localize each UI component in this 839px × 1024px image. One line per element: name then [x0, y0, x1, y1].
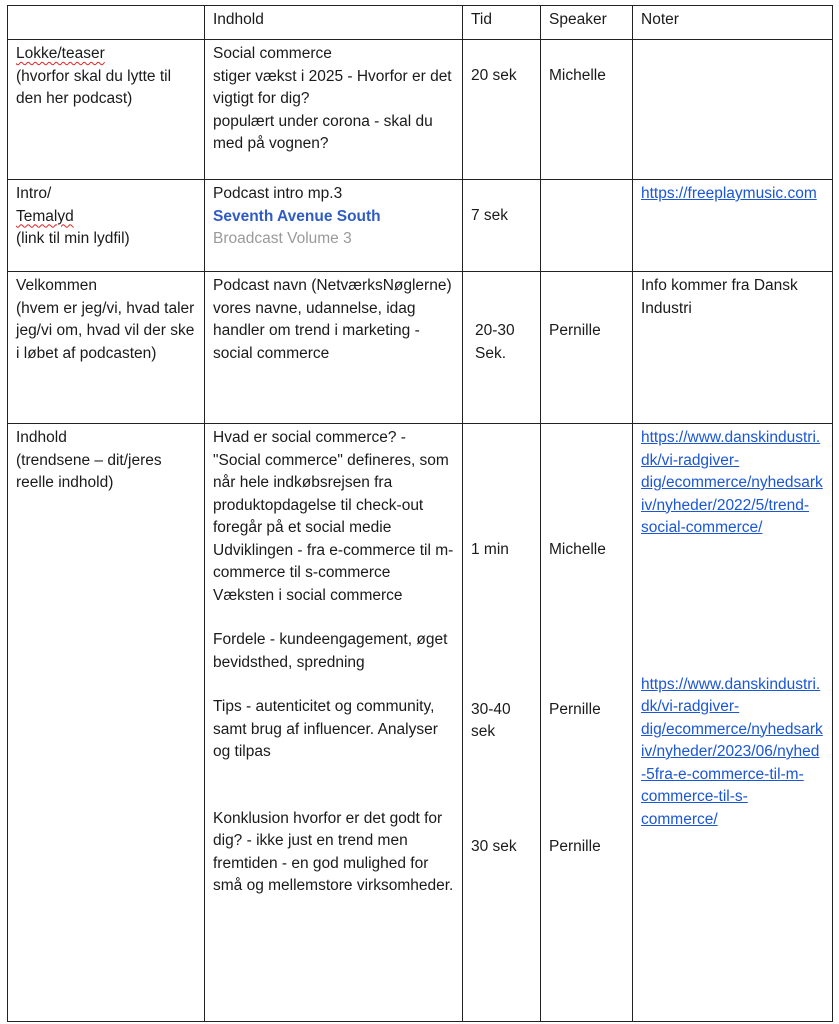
- content-block: Udviklingen - fra e-commerce til m-commerce til s-commerce: [213, 541, 454, 581]
- content-cell: [205, 424, 463, 1022]
- notes-text: Info kommer fra Dansk Industri: [641, 277, 798, 317]
- notes-cell: [633, 180, 833, 272]
- section-title: Indhold: [16, 429, 67, 446]
- table-row-intro: [8, 180, 833, 272]
- section-cell: [8, 40, 205, 180]
- table-row-main-content: [8, 424, 833, 1022]
- table-row-welcome: [8, 272, 833, 424]
- section-description: (link til min lydfil): [16, 230, 130, 247]
- content-block: Væksten i social commerce: [213, 586, 403, 604]
- music-track-title: Seventh Avenue South: [213, 207, 381, 225]
- speaker-value: Pernille: [549, 838, 601, 855]
- header-cell-empty: [8, 6, 205, 40]
- header-cell-time: Tid: [463, 6, 541, 40]
- notes-cell: [633, 424, 833, 1022]
- time-value: 30-40 sek: [471, 700, 511, 740]
- content-cell: [205, 40, 463, 180]
- content-line: Podcast intro mp.3: [213, 185, 343, 202]
- header-row: [8, 6, 833, 40]
- content-line: populært under corona - skal du med på vognen?: [213, 112, 433, 152]
- content-block: Hvad er social commerce? - "Social commerce" defineres, som når hele indkøbsrejsen fra produktopdagelse til check-out foregår på et social medie: [213, 429, 449, 536]
- section-title: Intro/: [16, 185, 52, 202]
- time-cell: [463, 180, 541, 272]
- time-cell: [463, 40, 541, 180]
- section-description: (hvorfor skal du lytte til den her podcast): [16, 67, 172, 107]
- time-value: 20 sek: [471, 67, 517, 84]
- time-cell: [463, 424, 541, 1022]
- speaker-value: Michelle: [549, 67, 606, 84]
- speaker-cell: [541, 40, 633, 180]
- time-cell: [463, 272, 541, 424]
- time-value: 1 min: [471, 541, 509, 558]
- section-title: Velkommen: [16, 277, 97, 294]
- time-value: 30 sek: [471, 837, 517, 855]
- content-line: Social commerce: [213, 45, 332, 62]
- podcast-plan-table: [7, 5, 833, 1022]
- header-cell-speaker: Speaker: [541, 6, 633, 40]
- content-cell: [205, 180, 463, 272]
- content-line: Podcast navn (NetværksNøglerne) vores navne, udannelse, idag handler om trend i marketing - social commerce: [213, 277, 452, 362]
- content-line: stiger vækst i 2025 - Hvorfor er det vigtigt for dig?: [213, 67, 452, 107]
- speaker-value: Pernille: [549, 322, 601, 339]
- section-description: (trendsene – dit/jeres reelle indhold): [16, 451, 162, 491]
- notes-cell: [633, 272, 833, 424]
- music-album: Broadcast Volume 3: [213, 230, 352, 247]
- notes-cell: [633, 40, 833, 180]
- notes-link[interactable]: https://freeplaymusic.com: [641, 185, 817, 202]
- time-value: 7 sek: [471, 207, 509, 224]
- speaker-value: Michelle: [549, 541, 606, 558]
- content-block: Fordele - kundeengagement, øget bevidsthed, spredning: [213, 631, 448, 671]
- section-subtitle: Temalyd: [16, 207, 74, 225]
- time-value: 20-30 Sek.: [475, 322, 515, 362]
- section-cell: [8, 180, 205, 272]
- header-cell-notes: Noter: [633, 6, 833, 40]
- content-block: Tips - autenticitet og community, samt brug af influencer. Analyser og tilpas: [213, 698, 438, 760]
- speaker-cell: [541, 424, 633, 1022]
- speaker-cell: [541, 180, 633, 272]
- section-cell: [8, 272, 205, 424]
- notes-link[interactable]: https://www.danskindustri.dk/vi-radgiver-dig/ecommerce/nyhedsarkiv/nyheder/2023/06/nyhed-5fra-e-commerce-til-m-commerce-til-s-commerce/: [641, 675, 823, 828]
- speaker-cell: [541, 272, 633, 424]
- section-title: Lokke/teaser: [16, 45, 105, 62]
- section-description: (hvem er jeg/vi, hvad taler jeg/vi om, hvad vil der ske i løbet af podcasten): [16, 299, 195, 362]
- section-cell: [8, 424, 205, 1022]
- notes-link[interactable]: https://www.danskindustri.dk/vi-radgiver-dig/ecommerce/nyhedsarkiv/nyheder/2022/5/trend-social-commerce/: [641, 429, 823, 536]
- content-cell: [205, 272, 463, 424]
- speaker-value: Pernille: [549, 700, 601, 718]
- content-block: Konklusion hvorfor er det godt for dig? - ikke just en trend men fremtiden - en god mulighed for små og mellemstore virksomheder.: [213, 809, 454, 894]
- header-cell-content: Indhold: [205, 6, 463, 40]
- table-row-teaser: [8, 40, 833, 180]
